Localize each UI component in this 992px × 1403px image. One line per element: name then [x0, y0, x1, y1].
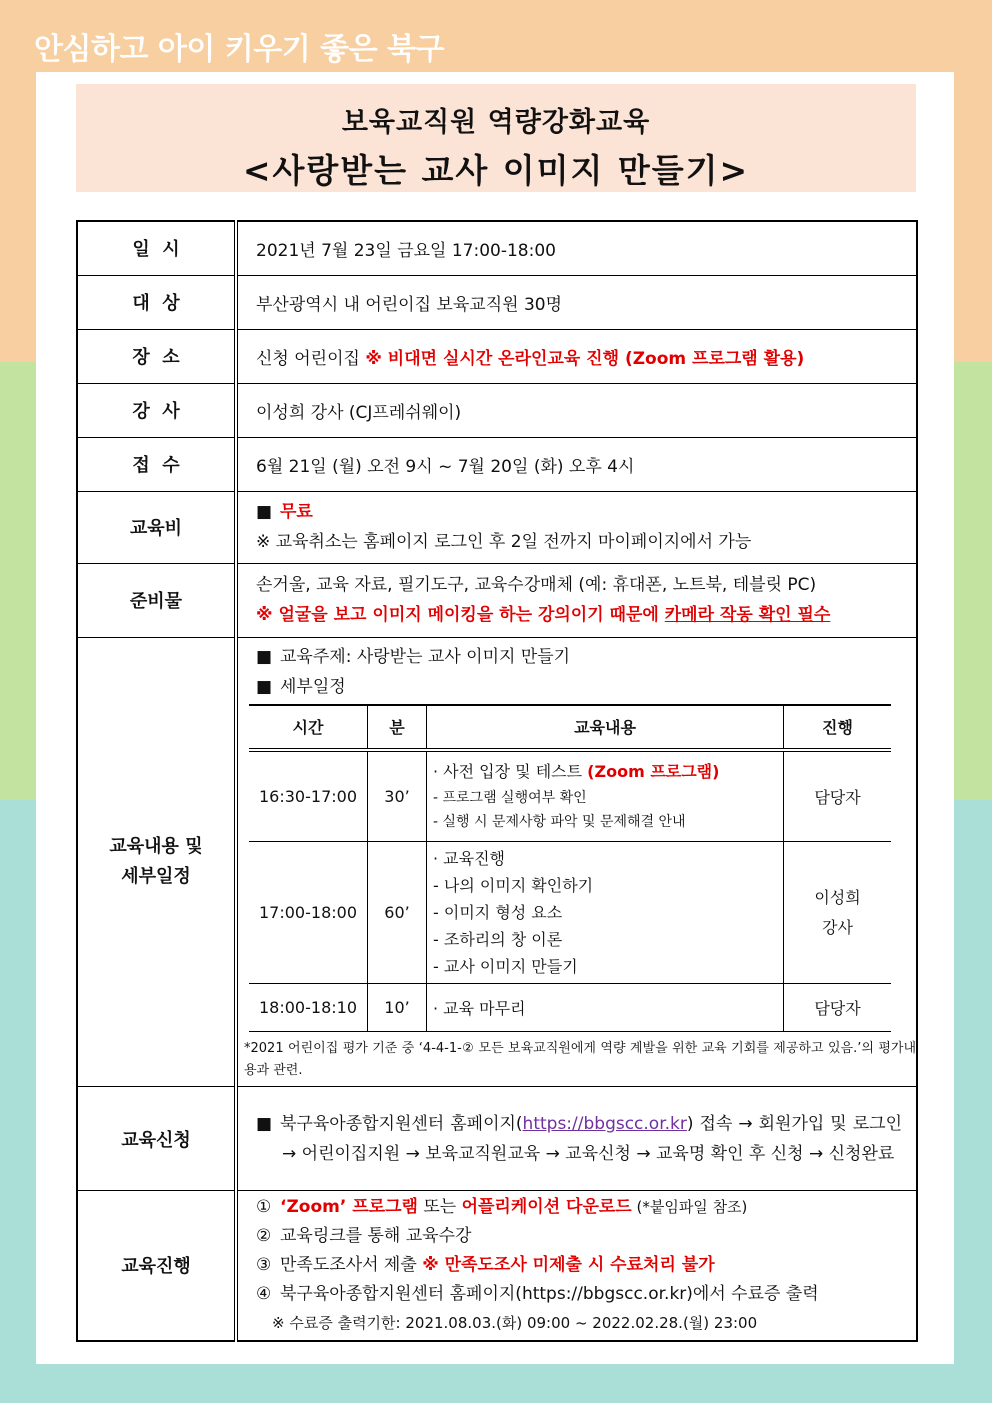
certificate-deadline: ※ 수료증 출력기한: 2021.08.03.(화) 09:00 ~ 2022.02.28.(월) 23:00	[272, 1313, 758, 1332]
content-topic: 교육주제: 사랑받는 교사 이미지 만들기	[280, 646, 571, 667]
step2-num: ②	[256, 1225, 272, 1246]
schedule-minutes: 60’	[368, 842, 427, 984]
info-table	[76, 220, 918, 1342]
row-content	[77, 637, 917, 1087]
step3-text: 만족도조사서 제출	[280, 1254, 423, 1275]
schedule-host	[784, 842, 892, 984]
apply-text-b: ) 접속 → 회원가입 및 로그인 → 어린이집지원 → 보육교직원교육 → 교육신청 → 교육명 확인 후 신청 → 신청완료	[282, 1113, 902, 1164]
schedule-time: 17:00-18:00	[249, 842, 368, 984]
fee-free: 무료	[280, 502, 313, 522]
header-minutes: 분	[368, 705, 427, 750]
value-lecturer: 이성희 강사 (CJ프레쉬웨이)	[236, 383, 917, 437]
place-online-note: ※ 비대면 실시간 온라인교육 진행 (Zoom 프로그램 활용)	[365, 348, 805, 369]
title-main: 보육교직원 역량강화교육	[341, 107, 651, 138]
apply-bullet: ■	[256, 1113, 273, 1134]
title-box	[76, 84, 916, 192]
r2-sub2: - 이미지 형성 요소	[433, 903, 563, 922]
schedule-bullet: ■	[256, 676, 273, 697]
label-place: 장 소	[77, 329, 236, 383]
row-reception	[77, 437, 917, 491]
slogan: 안심하고 아이 키우기 좋은 북구	[34, 32, 445, 67]
fee-bullet: ■	[256, 502, 273, 522]
document-sheet	[36, 72, 954, 1364]
step2-text: 교육링크를 통해 교육수강	[280, 1225, 472, 1246]
schedule-content	[427, 750, 784, 842]
schedule-row	[249, 842, 891, 984]
r1-main: · 사전 입장 및 테스트	[433, 762, 588, 782]
r1-sub1: - 프로그램 실행여부 확인	[433, 790, 587, 807]
header-content: 교육내용	[427, 705, 784, 750]
label-lecturer: 강 사	[77, 383, 236, 437]
r2-sub1: - 나의 이미지 확인하기	[433, 876, 594, 895]
r1-sub2: - 실행 시 문제사항 파악 및 문제해결 안내	[433, 814, 686, 831]
schedule-content: · 교육 마무리	[427, 984, 784, 1032]
place-value: 신청 어린이집	[256, 348, 360, 369]
row-date	[77, 221, 917, 275]
r1-zoom: (Zoom 프로그램)	[587, 762, 720, 782]
step1-zoom: ‘Zoom’ 프로그램	[280, 1196, 418, 1217]
supplies-list: 손거울, 교육 자료, 필기도구, 교육수강매체 (예: 휴대폰, 노트북, 테블릿 PC)	[256, 575, 817, 595]
header-host: 진행	[784, 705, 892, 750]
r2-sub4: - 교사 이미지 만들기	[433, 957, 578, 976]
label-progress: 교육진행	[77, 1191, 236, 1341]
schedule-time: 16:30-17:00	[249, 750, 368, 842]
schedule-minutes: 10’	[368, 984, 427, 1032]
schedule-row	[249, 984, 891, 1032]
value-reception: 6월 21일 (월) 오전 9시 ~ 7월 20일 (화) 오후 4시	[236, 437, 917, 491]
schedule-time: 18:00-18:10	[249, 984, 368, 1032]
schedule-row	[249, 750, 891, 842]
schedule-host: 담당자	[784, 984, 892, 1032]
r2-main: · 교육진행	[433, 849, 505, 868]
value-place	[236, 329, 917, 383]
schedule-host: 담당자	[784, 750, 892, 842]
label-supplies: 준비물	[77, 563, 236, 637]
row-lecturer	[77, 383, 917, 437]
row-progress	[77, 1191, 917, 1341]
label-fee: 교육비	[77, 491, 236, 563]
step3-warning: ※ 만족도조사 미제출 시 수료처리 불가	[422, 1254, 715, 1275]
value-apply	[236, 1087, 917, 1191]
label-date: 일 시	[77, 221, 236, 275]
step4-text: 북구육아종합지원센터 홈페이지(https://bbgscc.or.kr)에서 수료증 출력	[280, 1283, 819, 1304]
title-sub: <사랑받는 교사 이미지 만들기>	[242, 151, 750, 190]
row-target	[77, 275, 917, 329]
label-target: 대 상	[77, 275, 236, 329]
topic-bullet: ■	[256, 646, 273, 667]
value-fee	[236, 491, 917, 563]
evaluation-footnote: *2021 어린이집 평가 기준 중 ‘4-4-1-② 모든 보육교직원에게 역량 계발을 위한 교육 기회를 제공하고 있음.’의 평가내용과 관련.	[244, 1041, 916, 1078]
label-apply: 교육신청	[77, 1087, 236, 1191]
schedule-table	[249, 704, 891, 1033]
header-time: 시간	[249, 705, 368, 750]
row-fee	[77, 491, 917, 563]
value-supplies	[236, 563, 917, 637]
step1-or: 또는	[417, 1196, 462, 1217]
schedule-title: 세부일정	[280, 676, 346, 697]
content-label-line1: 교육내용 및	[109, 835, 203, 857]
step4-num: ④	[256, 1283, 272, 1304]
step1-app: 어플리케이션 다운로드	[461, 1196, 632, 1217]
row-place	[77, 329, 917, 383]
step1-num: ①	[256, 1196, 272, 1217]
schedule-minutes: 30’	[368, 750, 427, 842]
label-reception: 접 수	[77, 437, 236, 491]
value-progress	[236, 1191, 917, 1341]
value-content	[236, 637, 917, 1087]
r2-sub3: - 조하리의 창 이론	[433, 930, 563, 949]
r2-host-name: 이성희	[814, 887, 861, 907]
supplies-camera-check: 카메라 작동 확인 필수	[664, 605, 831, 625]
r2-host-title: 강사	[822, 917, 853, 937]
homepage-link[interactable]: https://bbgscc.or.kr	[522, 1113, 687, 1134]
apply-text-a: 북구육아종합지원센터 홈페이지(	[280, 1113, 523, 1134]
schedule-content	[427, 842, 784, 984]
content-label-line2: 세부일정	[121, 865, 191, 887]
row-supplies	[77, 563, 917, 637]
row-apply	[77, 1087, 917, 1191]
step1-note: (*붙임파일 참조)	[631, 1197, 748, 1216]
value-target: 부산광역시 내 어린이집 보육교직원 30명	[236, 275, 917, 329]
supplies-warning: ※ 얼굴을 보고 이미지 메이킹을 하는 강의이기 때문에	[256, 605, 665, 625]
fee-cancel-note: ※ 교육취소는 홈페이지 로그인 후 2일 전까지 마이페이지에서 가능	[256, 532, 752, 552]
label-content	[77, 637, 236, 1087]
step3-num: ③	[256, 1254, 272, 1275]
value-date: 2021년 7월 23일 금요일 17:00-18:00	[236, 221, 917, 275]
